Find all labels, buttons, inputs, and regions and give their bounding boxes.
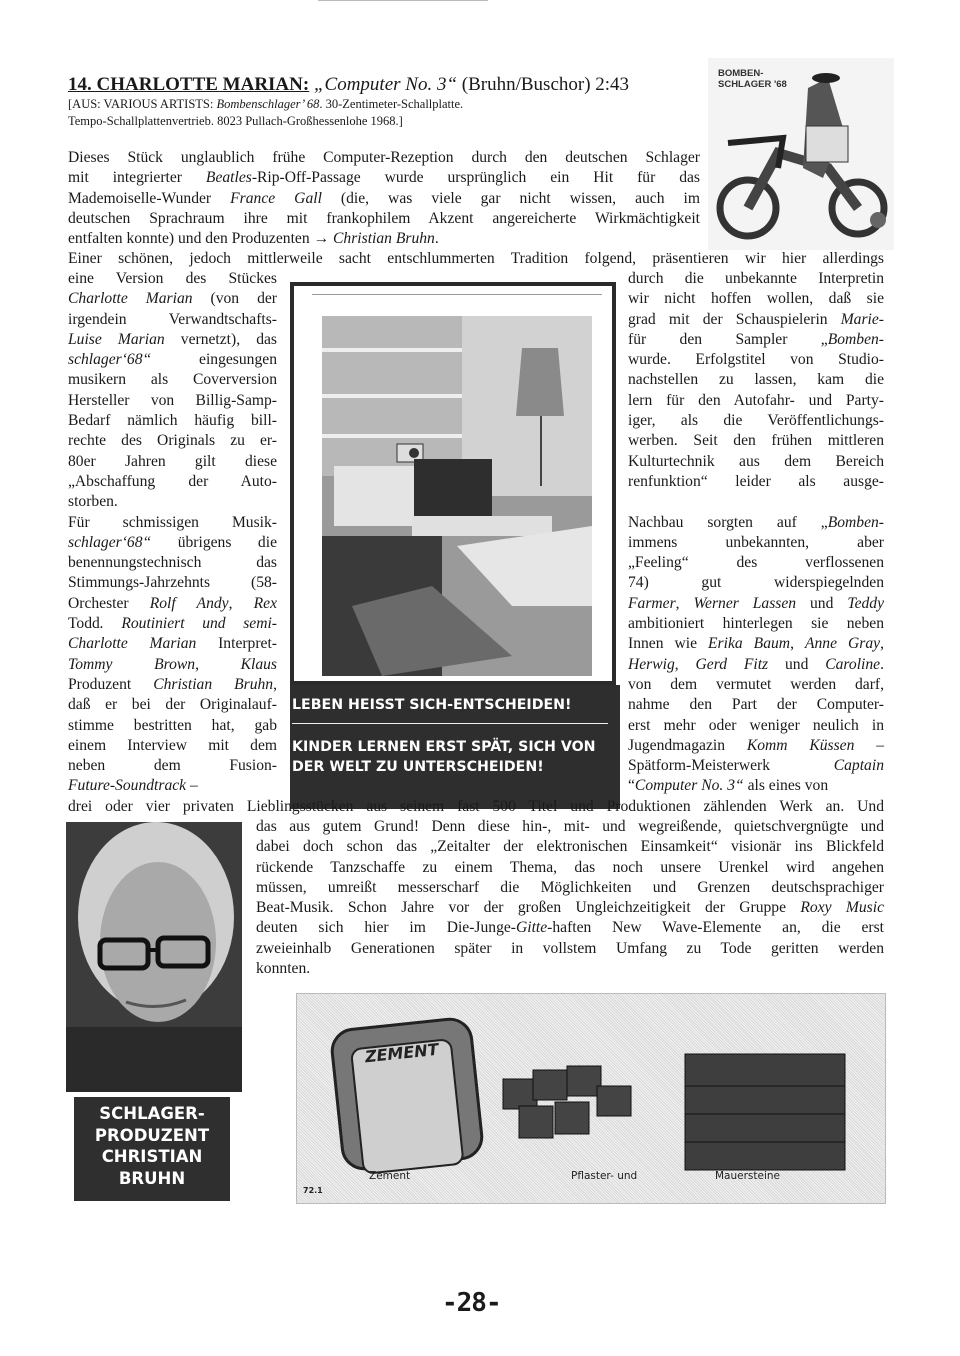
bricks-stack [685, 1054, 845, 1170]
label-pflaster: Pflaster- und [571, 1170, 638, 1182]
text-line: stimme bestritten hat, gab [68, 716, 277, 734]
text-line: schlager‘68“ übrigens die [68, 533, 277, 551]
scooter-rider-illustration [708, 58, 894, 250]
text-line: benennungstechnisch das [68, 554, 277, 572]
left-column-text [68, 269, 277, 797]
text-line: storben. [68, 493, 118, 511]
text-line: 80er Jahren gilt diese [68, 452, 277, 470]
text-line: Tommy Brown, Klaus [68, 655, 277, 673]
text-line: Orchester Rolf Andy, Rex [68, 594, 277, 612]
text-line: Bedarf nämlich häufig bill- [68, 412, 277, 430]
track-heading [68, 74, 708, 96]
label-zement: Zement [369, 1170, 411, 1182]
text-line: Herwig, Gerd Fitz und Caroline. [628, 655, 884, 673]
text-line: Nachbau sorgten auf „Bomben- [628, 513, 884, 531]
text-line: wurde. Erfolgstitel von Studio- [628, 351, 884, 369]
text-line: werben. Seit den frühen mittleren [628, 432, 884, 450]
building-materials-illustration [296, 993, 886, 1204]
full-width-line: drei oder vier privaten Lieblingsstücken aus seinem fast 500 Titel und Produktionen zählenden Werk an. Und [68, 798, 884, 815]
right-column-text [628, 269, 884, 797]
text-line: müssen, umreißt messerscharf die Möglichkeiten und Grenzen deutschsprachiger [256, 878, 884, 896]
text-line: einem Interview mit dem [68, 736, 277, 754]
text-line: Todd. Routiniert und semi- [68, 615, 277, 633]
text-line: rechte des Originals zu er- [68, 432, 277, 450]
text-line: grad mit der Schauspielerin Marie- [628, 310, 884, 328]
text-line: 74) gut widerspiegelnden [628, 574, 884, 592]
text-line: ambitioniert hinterlegen sie neben [628, 615, 884, 633]
track-authors-duration: (Bruhn/Buschor) 2:43 [457, 74, 630, 95]
text-line: Charlotte Marian Interpret- [68, 635, 277, 653]
text-line: „Feeling“ des verflossenen [628, 554, 884, 572]
text-line: für den Sampler „Bomben- [628, 330, 884, 348]
text-line: Für schmissigen Musik- [68, 513, 277, 531]
intro-paragraph: Dieses Stück unglaublich frühe Computer-Rezeption durch den deutschen Schlager mit integrierter Beatles-Rip-Off-Passage wurde ursprünglich ein Hit für das Mademoiselle-Wunder France Gall (die, was viele gar nicht wissen, auch im deutschen Sprachraum ihre mit frankophilem Akzent angereicherte Wirkmächtigkeit entfalten konnte) und den Produzenten → Christian Bruhn. [68, 149, 700, 248]
text-line: musikern als Coverversion [68, 371, 277, 389]
track-title: „Computer No. 3“ [313, 74, 458, 95]
text-line: “Computer No. 3“ als eines von [628, 777, 829, 795]
text-line: Spätform-Meisterwerk Captain [628, 757, 884, 775]
text-line: wir nicht hoffen wollen, daß sie [628, 290, 884, 308]
text-line: eine Version des Stückes [68, 270, 277, 287]
text-line: nahme den Part der Computer- [628, 696, 884, 714]
text-line: Luise Marian vernetzt), das [68, 330, 277, 348]
svg-text:ZEMENT: ZEMENT [364, 1039, 440, 1067]
text-line: renfunktion“ leider als ausge- [628, 472, 884, 490]
text-line: Produzent Christian Bruhn, [68, 675, 277, 693]
caption-line-1: LEBEN HEISST SICH-ENTSCHEIDEN! [292, 697, 572, 713]
text-line: dabei doch schon das „Zeitalter der elektronischen Einsamkeit“ visionär ins Blickfeld [256, 838, 884, 856]
text-line: rückende Tanzschaffe zu einem Thema, das noch unsere Urenkel wird angehen [256, 858, 884, 876]
text-line: konnten. [256, 960, 311, 978]
figure-number: 72.1 [303, 1186, 323, 1195]
album-cover-title: BOMBEN- SCHLAGER '68 [718, 68, 787, 90]
lower-paragraph [256, 817, 884, 979]
text-line: immens unbekannten, aber [628, 533, 884, 551]
text-line: Kulturtechnik aus dem Bereich [628, 452, 884, 470]
text-line: deuten sich hier im Die-Junge-Gitte-haften New Wave-Elemente an, die erst [256, 919, 884, 937]
text-line: Jugendmagazin Komm Küssen – [628, 736, 884, 754]
cement-bags [330, 1017, 484, 1174]
text-line: das aus gutem Grund! Denn diese hin-, mit- und wegreißende, quietschvergnügte und [256, 818, 884, 835]
christian-bruhn-portrait [66, 822, 242, 1092]
text-line: lern für den Autofahr- und Party- [628, 391, 884, 409]
portrait-caption: SCHLAGER- PRODUZENT CHRISTIAN BRUHN [74, 1097, 230, 1201]
text-line: durch die unbekannte Interpretin [628, 270, 884, 287]
text-line: Innen wie Erika Baum, Anne Gray, [628, 635, 884, 653]
caption-line-2: KINDER LERNEN ERST SPÄT, SICH VON DER WELT ZU UNTERSCHEIDEN! [292, 739, 596, 775]
text-line: Hersteller von Billig-Samp- [68, 391, 277, 409]
label-mauersteine: Mauersteine [715, 1170, 781, 1182]
text-line: „Abschaffung der Auto- [68, 472, 277, 490]
paving-stones [503, 1066, 631, 1138]
text-line: von dem vermutet werden darf, [628, 675, 884, 693]
portrait-illustration [66, 822, 242, 1092]
tradition-line: Einer schönen, jedoch mittlerweile sacht entschlummerten Tradition folgend, präsentieren wir hier allerdings [68, 250, 884, 267]
photo-caption-box [290, 685, 620, 809]
text-line: Beat-Musik. Schon Jahre vor der großen Ungleichzeitigkeit der Gruppe Roxy Music [256, 899, 885, 917]
text-line: irgendein Verwandtschafts- [68, 310, 277, 328]
source-citation: [AUS: VARIOUS ARTISTS: Bombenschlager’ 68. 30-Zentimeter-Schallplatte. Tempo-Schallplattenvertrieb. 8023 Pullach-Großhessenlohe 1968.] [68, 97, 464, 128]
text-line: daß er bei der Originalauf- [68, 696, 277, 714]
text-line: Charlotte Marian (von der [68, 290, 277, 308]
text-line: Farmer, Werner Lassen und Teddy [628, 594, 885, 612]
text-line: neben dem Fusion- [68, 757, 277, 775]
scan-edge-mark [318, 0, 488, 1]
text-line: nachstellen zu lassen, kam die [628, 371, 884, 389]
text-line: erst mehr oder weniger neulich in [628, 716, 884, 734]
caption-divider [292, 723, 608, 724]
living-room-illustration [322, 316, 592, 676]
album-cover-image [708, 58, 894, 250]
page-number: -28- [442, 1288, 501, 1318]
text-line: Stimmungs-Jahrzehnts (58- [68, 574, 277, 592]
album-name: Bombenschlager’ 68 [216, 97, 320, 111]
track-number-artist: 14. CHARLOTTE MARIAN: [68, 74, 310, 95]
text-line: schlager‘68“ eingesungen [68, 351, 277, 369]
text-line: Future-Soundtrack – [68, 777, 198, 795]
text-line: iger, als die Veröffentlichungs- [628, 412, 884, 430]
text-line [628, 492, 884, 512]
text-line: zweieinhalb Generationen später in vollstem Umfang zu Tode geritten werden [256, 939, 884, 957]
living-room-photo [290, 282, 616, 685]
